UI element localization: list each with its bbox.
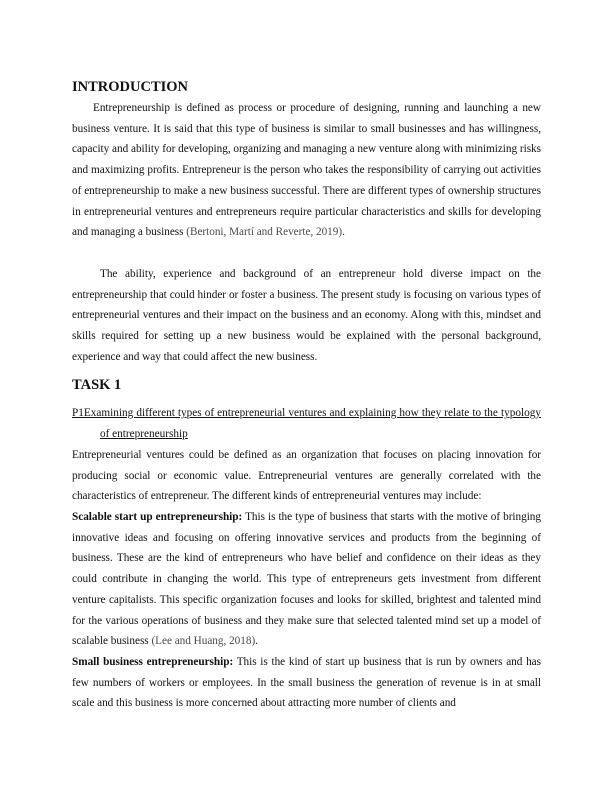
intro-paragraph-1 bbox=[72, 98, 541, 243]
scalable-startup-paragraph bbox=[72, 507, 541, 652]
task1-heading: TASK 1 bbox=[72, 377, 122, 393]
scalable-startup-label: Scalable start up entrepreneurship: bbox=[72, 511, 243, 523]
introduction-heading: INTRODUCTION bbox=[72, 79, 189, 95]
task1-subheading: P1Examining different types of entrepreneurial ventures and explaining how they relate to the typology of entrepreneurship bbox=[72, 407, 541, 440]
task1-paragraph-1: Entrepreneurial ventures could be defined as an organization that focuses on placing innovation for producing social or economic value. Entrepreneurial ventures are generally correlated with the characteristics of entrepreneur. The different kinds of entrepreneurial ventures may include: bbox=[72, 449, 541, 503]
intro-paragraph-2: The ability, experience and background of an entrepreneur hold diverse impact on the entrepreneurship that could hinder or foster a business. The present study is focusing on various types of entrepreneurial ventures and their impact on the business and an economy. Along with this, mindset and skills required for setting up a new business would be explained with the personal background, experience and way that could affect the new business. bbox=[72, 268, 541, 363]
small-business-label: Small business entrepreneurship: bbox=[72, 656, 234, 668]
scalable-startup-end: . bbox=[255, 635, 258, 648]
citation-bertoni: (Bertoni, Martí and Reverte, 2019) bbox=[186, 226, 343, 239]
small-business-text: This is the kind of start up business that is run by owners and has few numbers of workers or employees. In the small business the generation of revenue is in at small scale and this business is more concerned about attracting more number of clients and bbox=[72, 656, 541, 710]
intro-paragraph-1-end: . bbox=[342, 226, 345, 239]
intro-paragraph-1-text: Entrepreneurship is defined as process or procedure of designing, running and launching a new business venture. It is said that this type of business is similar to small businesses and has willingness, capacity and ability for developing, organizing and managing a new venture along with minimizing risks and maximizing profits. Entrepreneur is the person who takes the responsibility of carrying out activities of entrepreneurship to make a new business successful. There are different types of ownership structures in entrepreneurial ventures and entrepreneurs require particular characteristics and skills for developing and managing a business bbox=[72, 102, 541, 239]
small-business-paragraph bbox=[72, 652, 541, 714]
citation-lee-huang: (Lee and Huang, 2018) bbox=[151, 635, 256, 648]
scalable-startup-text: This is the type of business that starts with the motive of bringing innovative ideas and focusing on offering innovative services and products from the beginning of business. These are the kind of entrepreneurs who have belief and confidence on their ideas as they could contribute in changing the world. This type of entrepreneurs gets investment from different venture capitalists. This specific organization focuses and looks for skilled, brightest and talented mind for the various operations of business and they make sure that selected talented mind set up a model of scalable business bbox=[72, 511, 541, 648]
